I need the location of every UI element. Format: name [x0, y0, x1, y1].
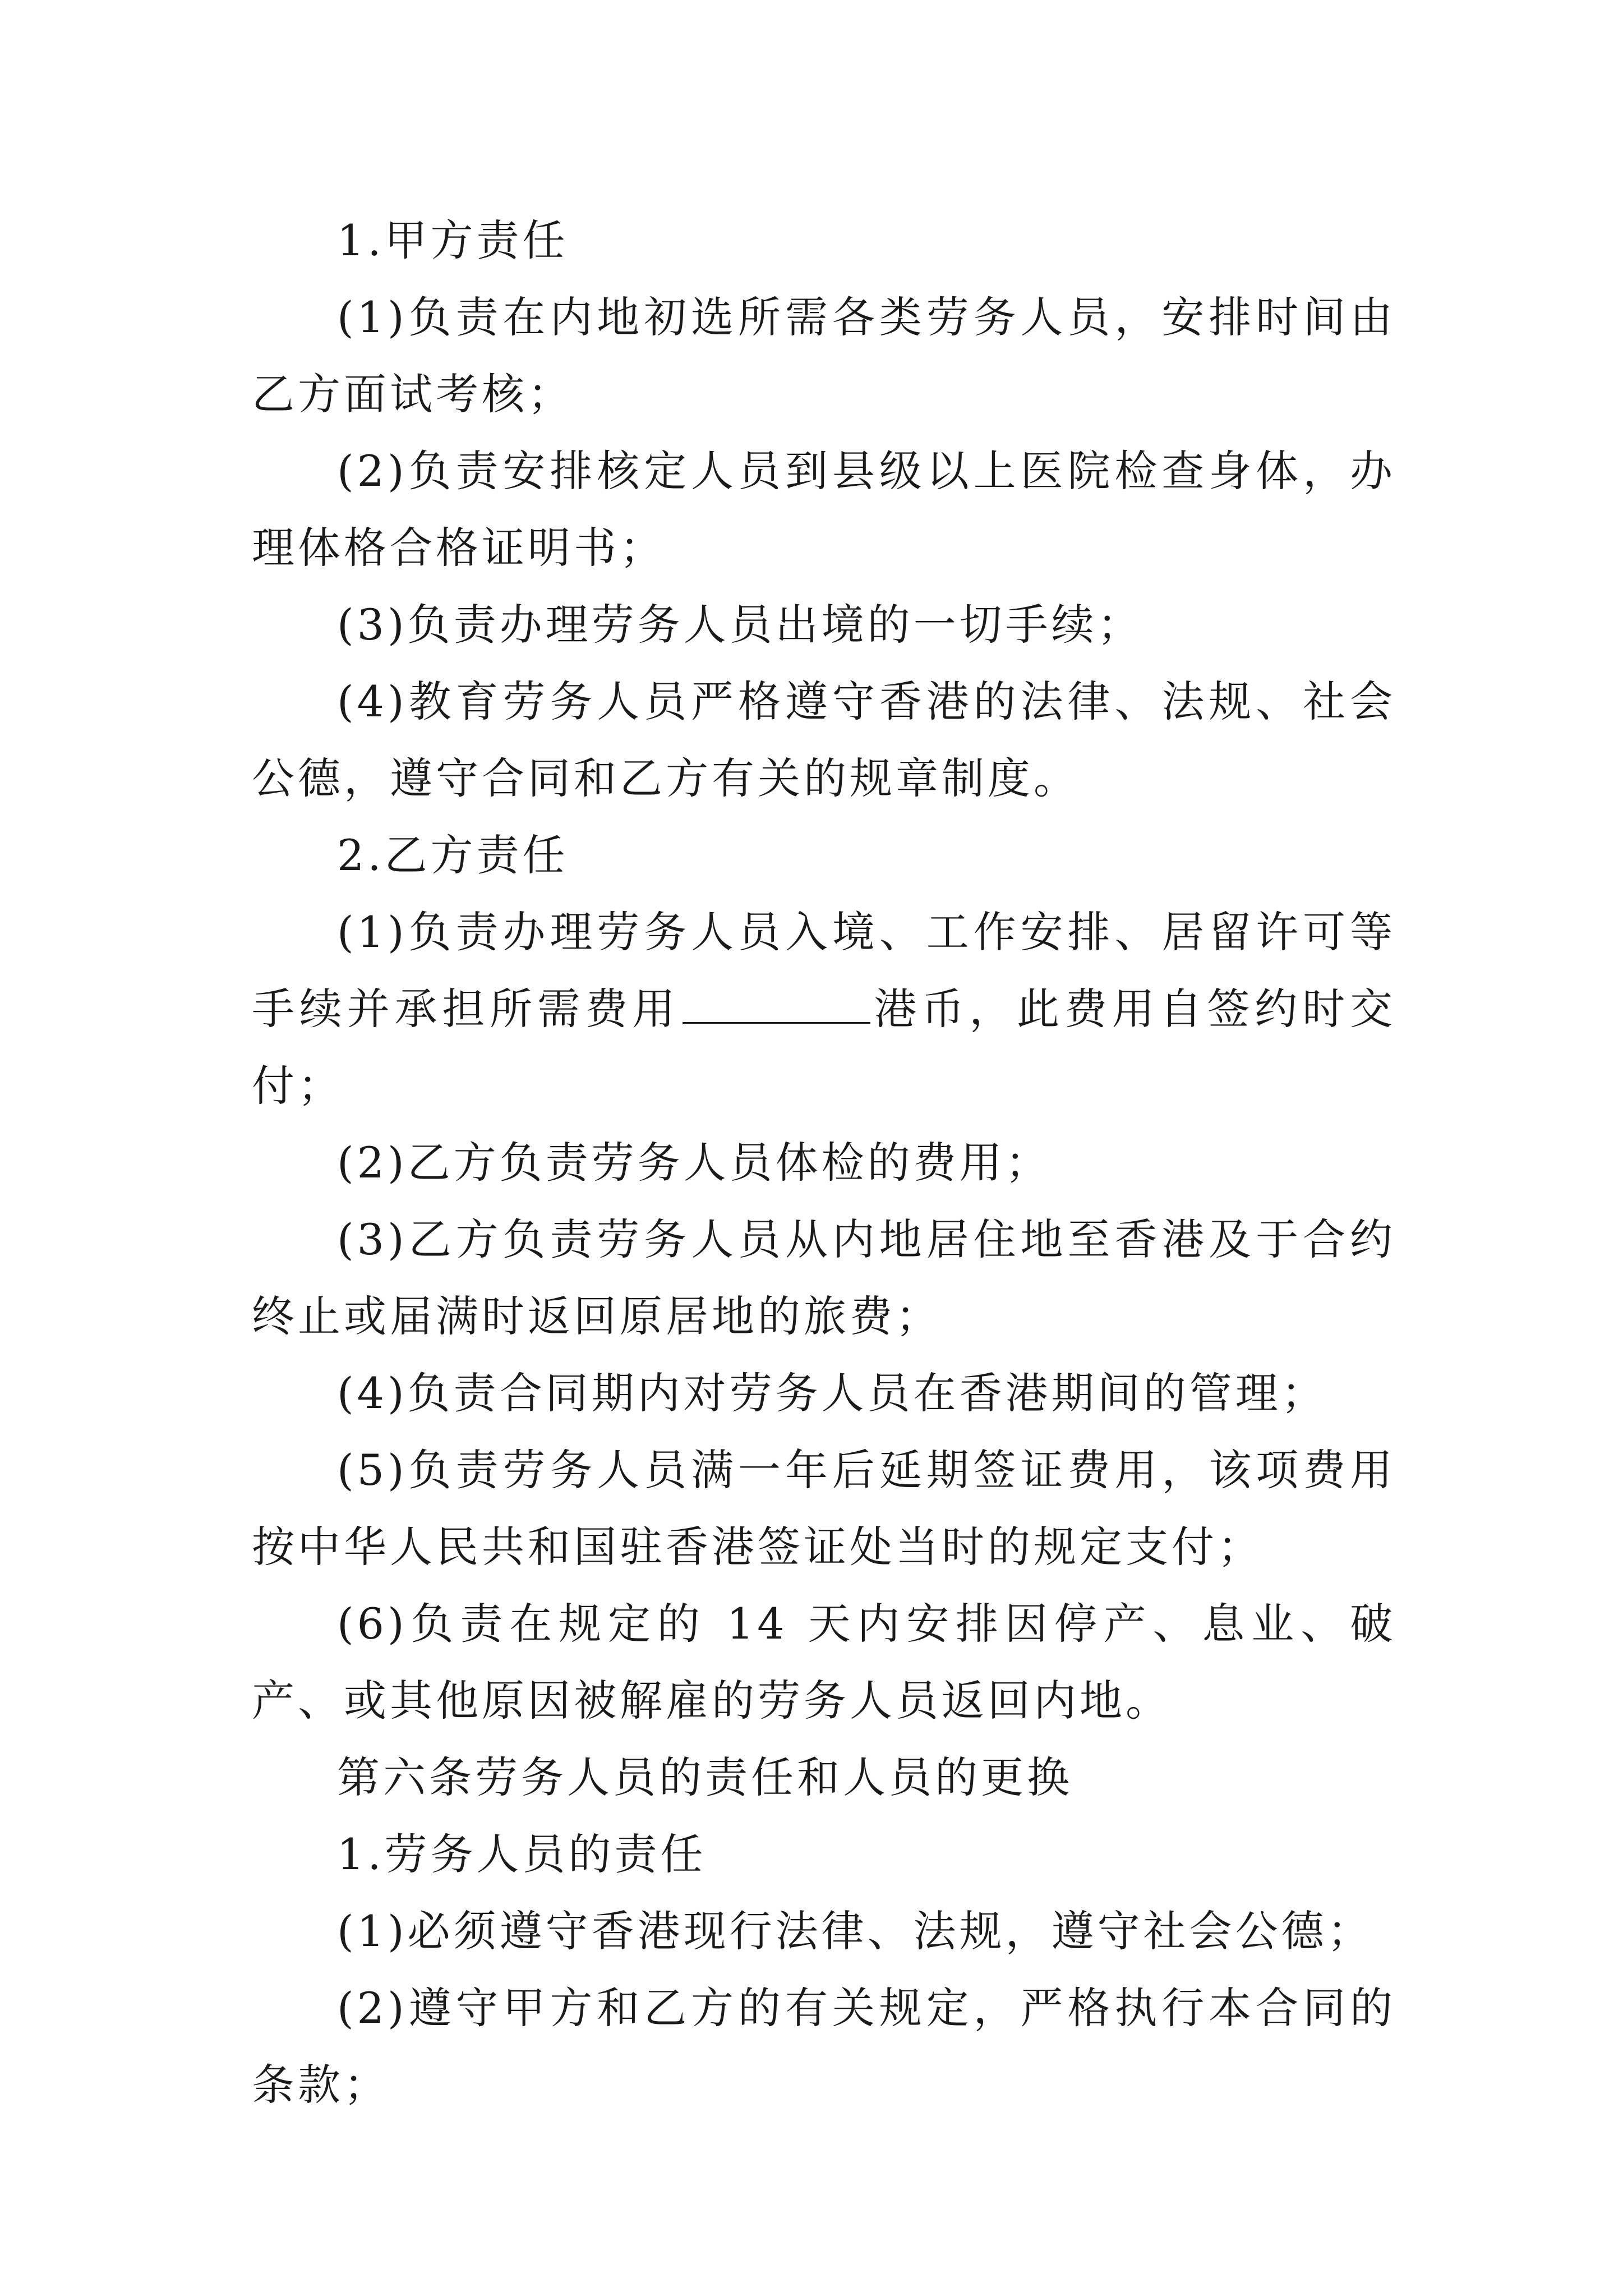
fill-in-blank	[683, 986, 870, 1024]
section-heading-worker: 1.劳务人员的责任	[337, 1829, 707, 1879]
clause-text-before-blank: (1)负责办理劳务人员入境、工作安排、居留许可等手续并承担所需费用	[252, 907, 1396, 1034]
clause-paragraph: (1)必须遵守香港现行法律、法规，遵守社会公德；	[337, 1906, 1373, 1956]
clause-paragraph: (5)负责劳务人员满一年后延期签证费用，该项费用按中华人民共和国驻香港签证处当时的规定支付；	[252, 1445, 1396, 1572]
clause-paragraph: (3)乙方负责劳务人员从内地居住地至香港及于合约终止或届满时返回原居地的旅费；	[252, 1214, 1396, 1341]
clause-paragraph-with-blank	[252, 894, 1396, 1124]
clause-paragraph: (4)负责合同期内对劳务人员在香港期间的管理；	[337, 1368, 1327, 1418]
clause-paragraph: (2)乙方负责劳务人员体检的费用；	[337, 1138, 1052, 1188]
section-heading-party-b: 2.乙方责任	[337, 830, 569, 880]
clause-text-after-blank: 港币，此费用自签约时交付；	[252, 984, 1396, 1111]
clause-paragraph: (2)遵守甲方和乙方的有关规定，严格执行本合同的条款；	[252, 1983, 1396, 2110]
clause-paragraph: (3)负责办理劳务人员出境的一切手续；	[337, 600, 1144, 650]
clause-paragraph: (1)负责在内地初选所需各类劳务人员，安排时间由乙方面试考核；	[252, 292, 1396, 419]
clause-paragraph: (2)负责安排核定人员到县级以上医院检查身体，办理体格合格证明书；	[252, 446, 1396, 573]
clause-paragraph: (6)负责在规定的 14 天内安排因停产、息业、破产、或其他原因被解雇的劳务人员返回内地。	[252, 1599, 1396, 1726]
section-heading-party-a: 1.甲方责任	[337, 215, 569, 265]
clause-paragraph: (4)教育劳务人员严格遵守香港的法律、法规、社会公德，遵守合同和乙方有关的规章制度。	[252, 677, 1396, 803]
article-heading: 第六条劳务人员的责任和人员的更换	[337, 1752, 1073, 1802]
document-body	[252, 202, 1396, 2123]
